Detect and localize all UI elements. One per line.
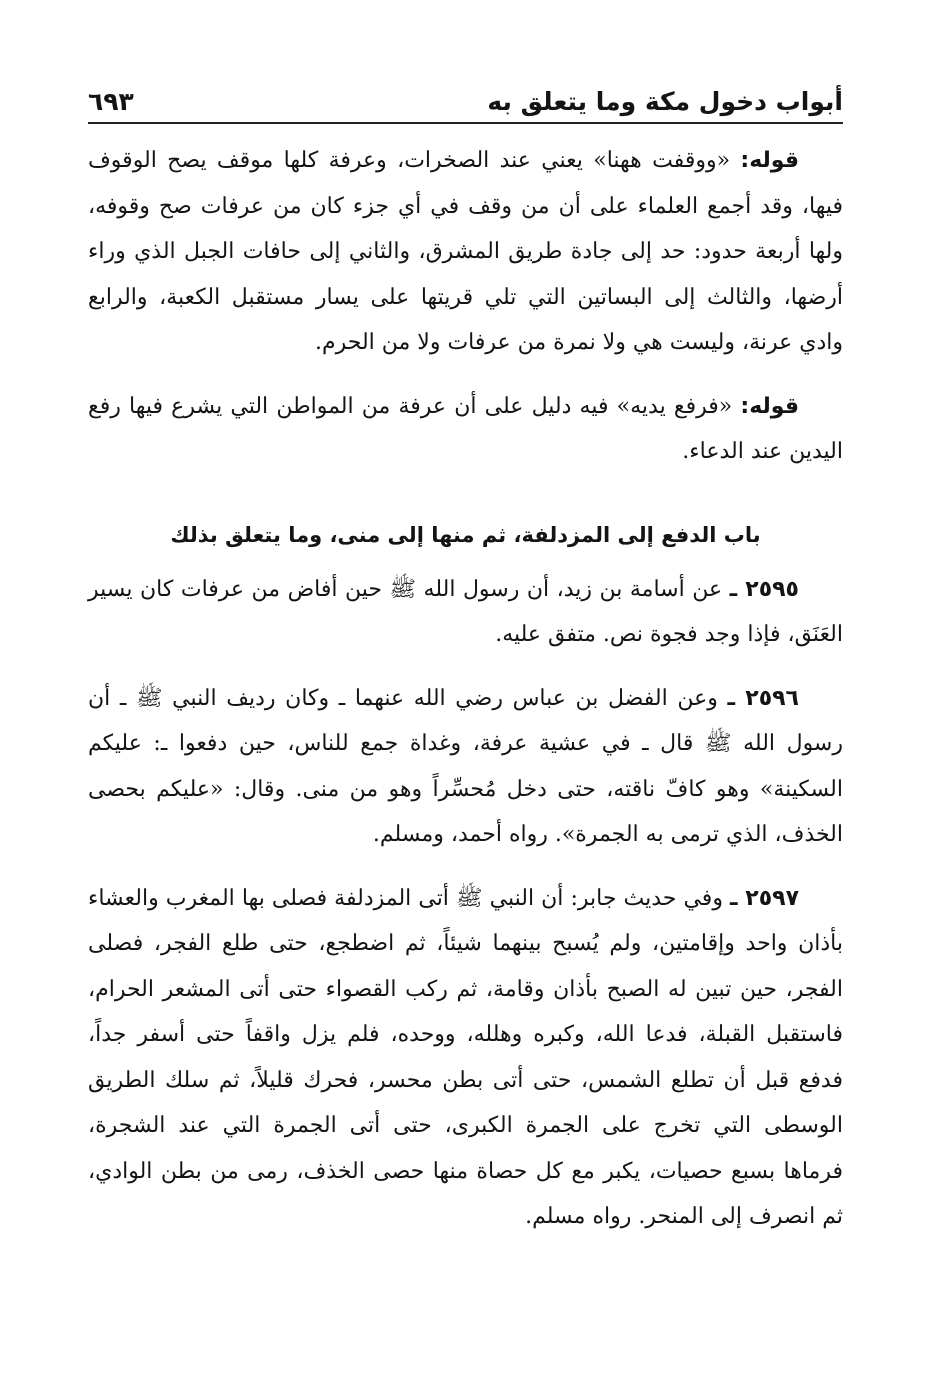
page-number: ٦٩٣ xyxy=(88,87,134,116)
hadith-entry xyxy=(88,567,843,658)
hadith-entry xyxy=(88,676,843,858)
hadith-number: ٢٥٩٧ ـ xyxy=(730,885,800,911)
commentary-text: «ووقفت ههنا» يعني عند الصخرات، وعرفة كلها موقف يصح الوقوف فيها، وقد أجمع العلماء على أن من وقف في أي جزء كان من عرفات صح وقوفه، ولها أربعة حدود: حد إلى جادة طريق المشرق، والثاني إلى حافات الجبل الذي وراء أرضها، والثالث إلى البساتين التي تلي قريتها على يسار مستقبل الكعبة، والرابع وادي عرنة، وليست هي ولا نمرة من عرفات ولا من الحرم. xyxy=(88,148,843,355)
book-page xyxy=(88,72,843,1362)
section-heading: باب الدفع إلى المزدلفة، ثم منها إلى منى، وما يتعلق بذلك xyxy=(170,522,761,547)
hadith-text: عن أسامة بن زيد، أن رسول الله ﷺ حين أفاض من عرفات كان يسير العَنَق، فإذا وجد فجوة نص. متفق عليه. xyxy=(88,576,843,647)
chapter-title: أبواب دخول مكة وما يتعلق به xyxy=(487,87,843,116)
hadith-number: ٢٥٩٥ ـ xyxy=(729,576,799,602)
running-header xyxy=(88,72,843,124)
commentary-lead: قوله: xyxy=(740,393,799,419)
commentary-lead: قوله: xyxy=(740,148,799,173)
hadith-number: ٢٥٩٦ ـ xyxy=(727,685,799,711)
hadith-text: وعن الفضل بن عباس رضي الله عنهما ـ وكان رديف النبي ﷺ ـ أن رسول الله ﷺ قال ـ في عشية عرفة، وغداة جمع للناس، حين دفعوا ـ: عليكم السكينة» وهو كافّ ناقته، حتى دخل مُحسِّراً وهو من منى. وقال: «عليكم بحصى الخذف، الذي ترمى به الجمرة». رواه أحمد، ومسلم. xyxy=(88,685,843,847)
hadith-entry xyxy=(88,876,843,1240)
commentary-paragraph xyxy=(88,384,843,475)
commentary-text: «فرفع يديه» فيه دليل على أن عرفة من المواطن التي يشرع فيها رفع اليدين عند الدعاء. xyxy=(88,393,843,464)
hadith-text: وفي حديث جابر: أن النبي ﷺ أتى المزدلفة فصلى بها المغرب والعشاء بأذان واحد وإقامتين، ولم يُسبح بينهما شيئاً، ثم اضطجع، حتى طلع الفجر، فصلى الفجر، حين تبين له الصبح بأذان وقامة، ثم ركب القصواء حتى أتى المشعر الحرام، فاستقبل القبلة، فدعا الله، وكبره وهلله، ووحده، فلم يزل واقفاً حتى أسفر جداً، فدفع قبل أن تطلع الشمس، حتى أتى بطن محسر، فحرك قليلاً، ثم سلك الطريق الوسطى التي تخرج على الجمرة الكبرى، حتى أتى الجمرة التي عند الشجرة، فرماها بسبع حصيات، يكبر مع كل حصاة منها حصى الخذف، رمى من بطن الوادي، ثم انصرف إلى المنحر. رواه مسلم. xyxy=(88,885,843,1229)
commentary-paragraph xyxy=(88,138,843,366)
